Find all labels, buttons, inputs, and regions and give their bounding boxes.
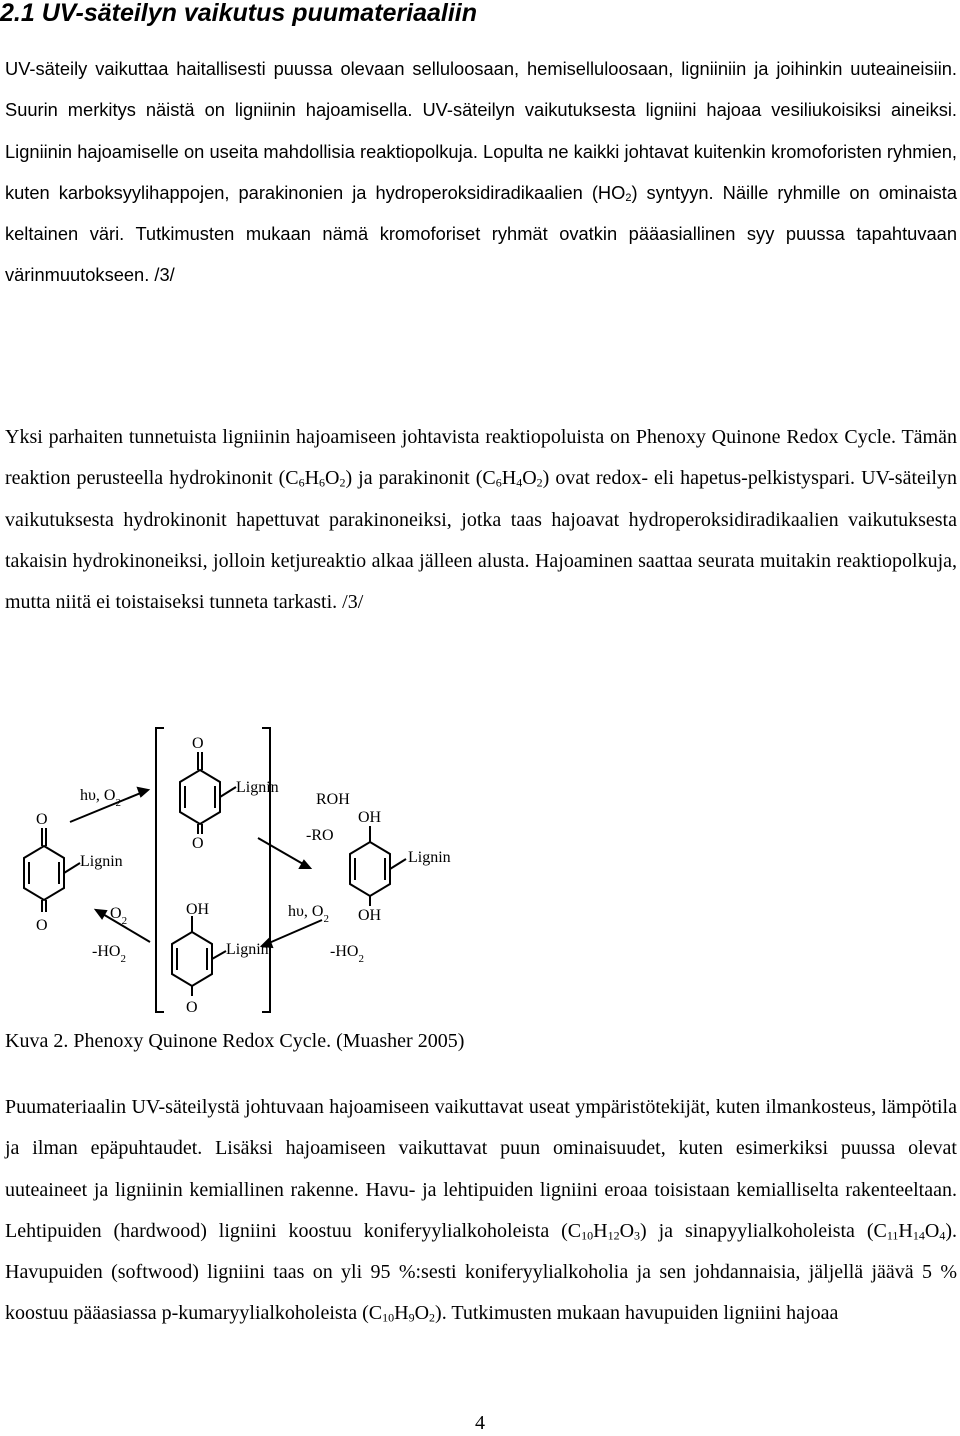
- label-roh: ROH: [316, 791, 350, 808]
- label-minus-ho2-left: $-HO_2$: [92, 943, 126, 965]
- section-heading: 2.1 UV-säteilyn vaikutus puumateriaaliin: [0, 0, 478, 27]
- left-quinone: [24, 828, 80, 912]
- label-oh-right-bottom: OH: [358, 907, 382, 924]
- right-semiquinone: [350, 826, 406, 906]
- label-hv-o2-bottom: hυ, $O_2$: [288, 903, 329, 925]
- label-lignin-top: Lignin: [236, 779, 279, 796]
- redox-cycle-svg: [0, 720, 600, 1020]
- label-o-bottom-bottom: O: [186, 999, 198, 1016]
- label-o-top-left: O: [36, 811, 48, 828]
- page-number: 4: [475, 1412, 485, 1434]
- paragraph-redox-cycle: Yksi parhaiten tunnetuista ligniinin hajoamiseen johtavista reaktiopoluista on Phenoxy Quinone Redox Cycle. Tämän reaktion perusteella hydrokinonit $(C_6H_6O_2)$ ja parakinonit $(C_6H_4O_2)$ ovat redox- eli hapetus-pelkistyspari. UV-säteilyn vaikutuksesta hydrokinonit hapettuvat parakinoneiksi, jotka taas hajoavat hydroperoksidiradikaalien vaikutuksesta takaisin hydrokinoneiksi, jolloin ketjureaktio alkaa jälleen alusta. Hajoaminen saattaa seurata muitakin reaktiopolkuja, mutta niitä ei toistaiseksi tunneta tarkasti. /3/: [5, 426, 957, 614]
- label-lignin-bottom: Lignin: [226, 941, 269, 958]
- redox-cycle-diagram: [0, 720, 600, 1020]
- label-o2-bottom-left: $O_2$: [110, 905, 128, 927]
- label-lignin-left: Lignin: [80, 853, 123, 870]
- top-quinone: [180, 752, 236, 834]
- arrow-top-right: [258, 838, 310, 868]
- figure-caption: Kuva 2. Phenoxy Quinone Redox Cycle. (Muasher 2005): [5, 1030, 465, 1052]
- label-oh-right-top: OH: [358, 809, 382, 826]
- label-oh-bottom-top: OH: [186, 901, 210, 918]
- paragraph-environmental-factors: Puumateriaalin UV-säteilystä johtuvaan hajoamiseen vaikuttavat useat ympäristötekijät, kuten ilmankosteus, lämpötila ja ilman epäpuhtaudet. Lisäksi hajoamiseen vaikuttavat puun ominaisuudet, kuten esimerkiksi puussa olevat uuteaineet ja ligniinin kemiallinen rakenne. Havu- ja lehtipuiden ligniini eroaa toisistaan kemialliselta rakenteeltaan. Lehtipuiden (hardwood) ligniini koostuu koniferyylialkoholeista $(C_{10}H_{12}O_3)$ ja sinapyylialkoholeista $(C_{11}H_{14}O_4)$. Havupuiden (softwood) ligniini taas on yli 95 %:sesti koniferyylialkoholia ja sen johdannaisia, jäljellä jäävä 5 % koostuu pääasiassa p-kumaryylialkoholeista $(C_{10}H_9O_2)$. Tutkimusten mukaan havupuiden ligniini hajoaa: [5, 1096, 957, 1325]
- label-minus-ho2-right: $-HO_2$: [330, 943, 364, 965]
- label-lignin-right: Lignin: [408, 849, 451, 866]
- label-hv-o2-top: hυ, $O_2$: [80, 787, 121, 809]
- label-o-bottom-center: O: [192, 835, 204, 852]
- label-o-bottom-left: O: [36, 917, 48, 934]
- paragraph-uv-effects: UV-säteily vaikuttaa haitallisesti puussa olevaan selluloosaan, hemiselluloosaan, ligniiniin ja joihinkin uuteaineisiin. Suurin merkitys näistä on ligniinin hajoamisella. UV-säteilyn vaikutuksesta ligniini hajoaa vesiliukoisiksi aineiksi. Ligniinin hajoamiselle on useita mahdollisia reaktiopolkuja. Lopulta ne kaikki johtavat kuitenkin kromoforisten ryhmien, kuten karboksyylihappojen, parakinonien ja hydroperoksidiradikaalien $(HO_2)$ syntyyn. Näille ryhmille on ominaista keltainen väri. Tutkimusten mukaan nämä kromoforiset ryhmät ovatkin pääasiallinen syy puussa tapahtuvaan värinmuutokseen. /3/: [5, 58, 957, 286]
- label-o-top-center: O: [192, 735, 204, 752]
- bottom-hydroquinone: [172, 916, 226, 996]
- label-minus-ro: -RO: [306, 827, 334, 844]
